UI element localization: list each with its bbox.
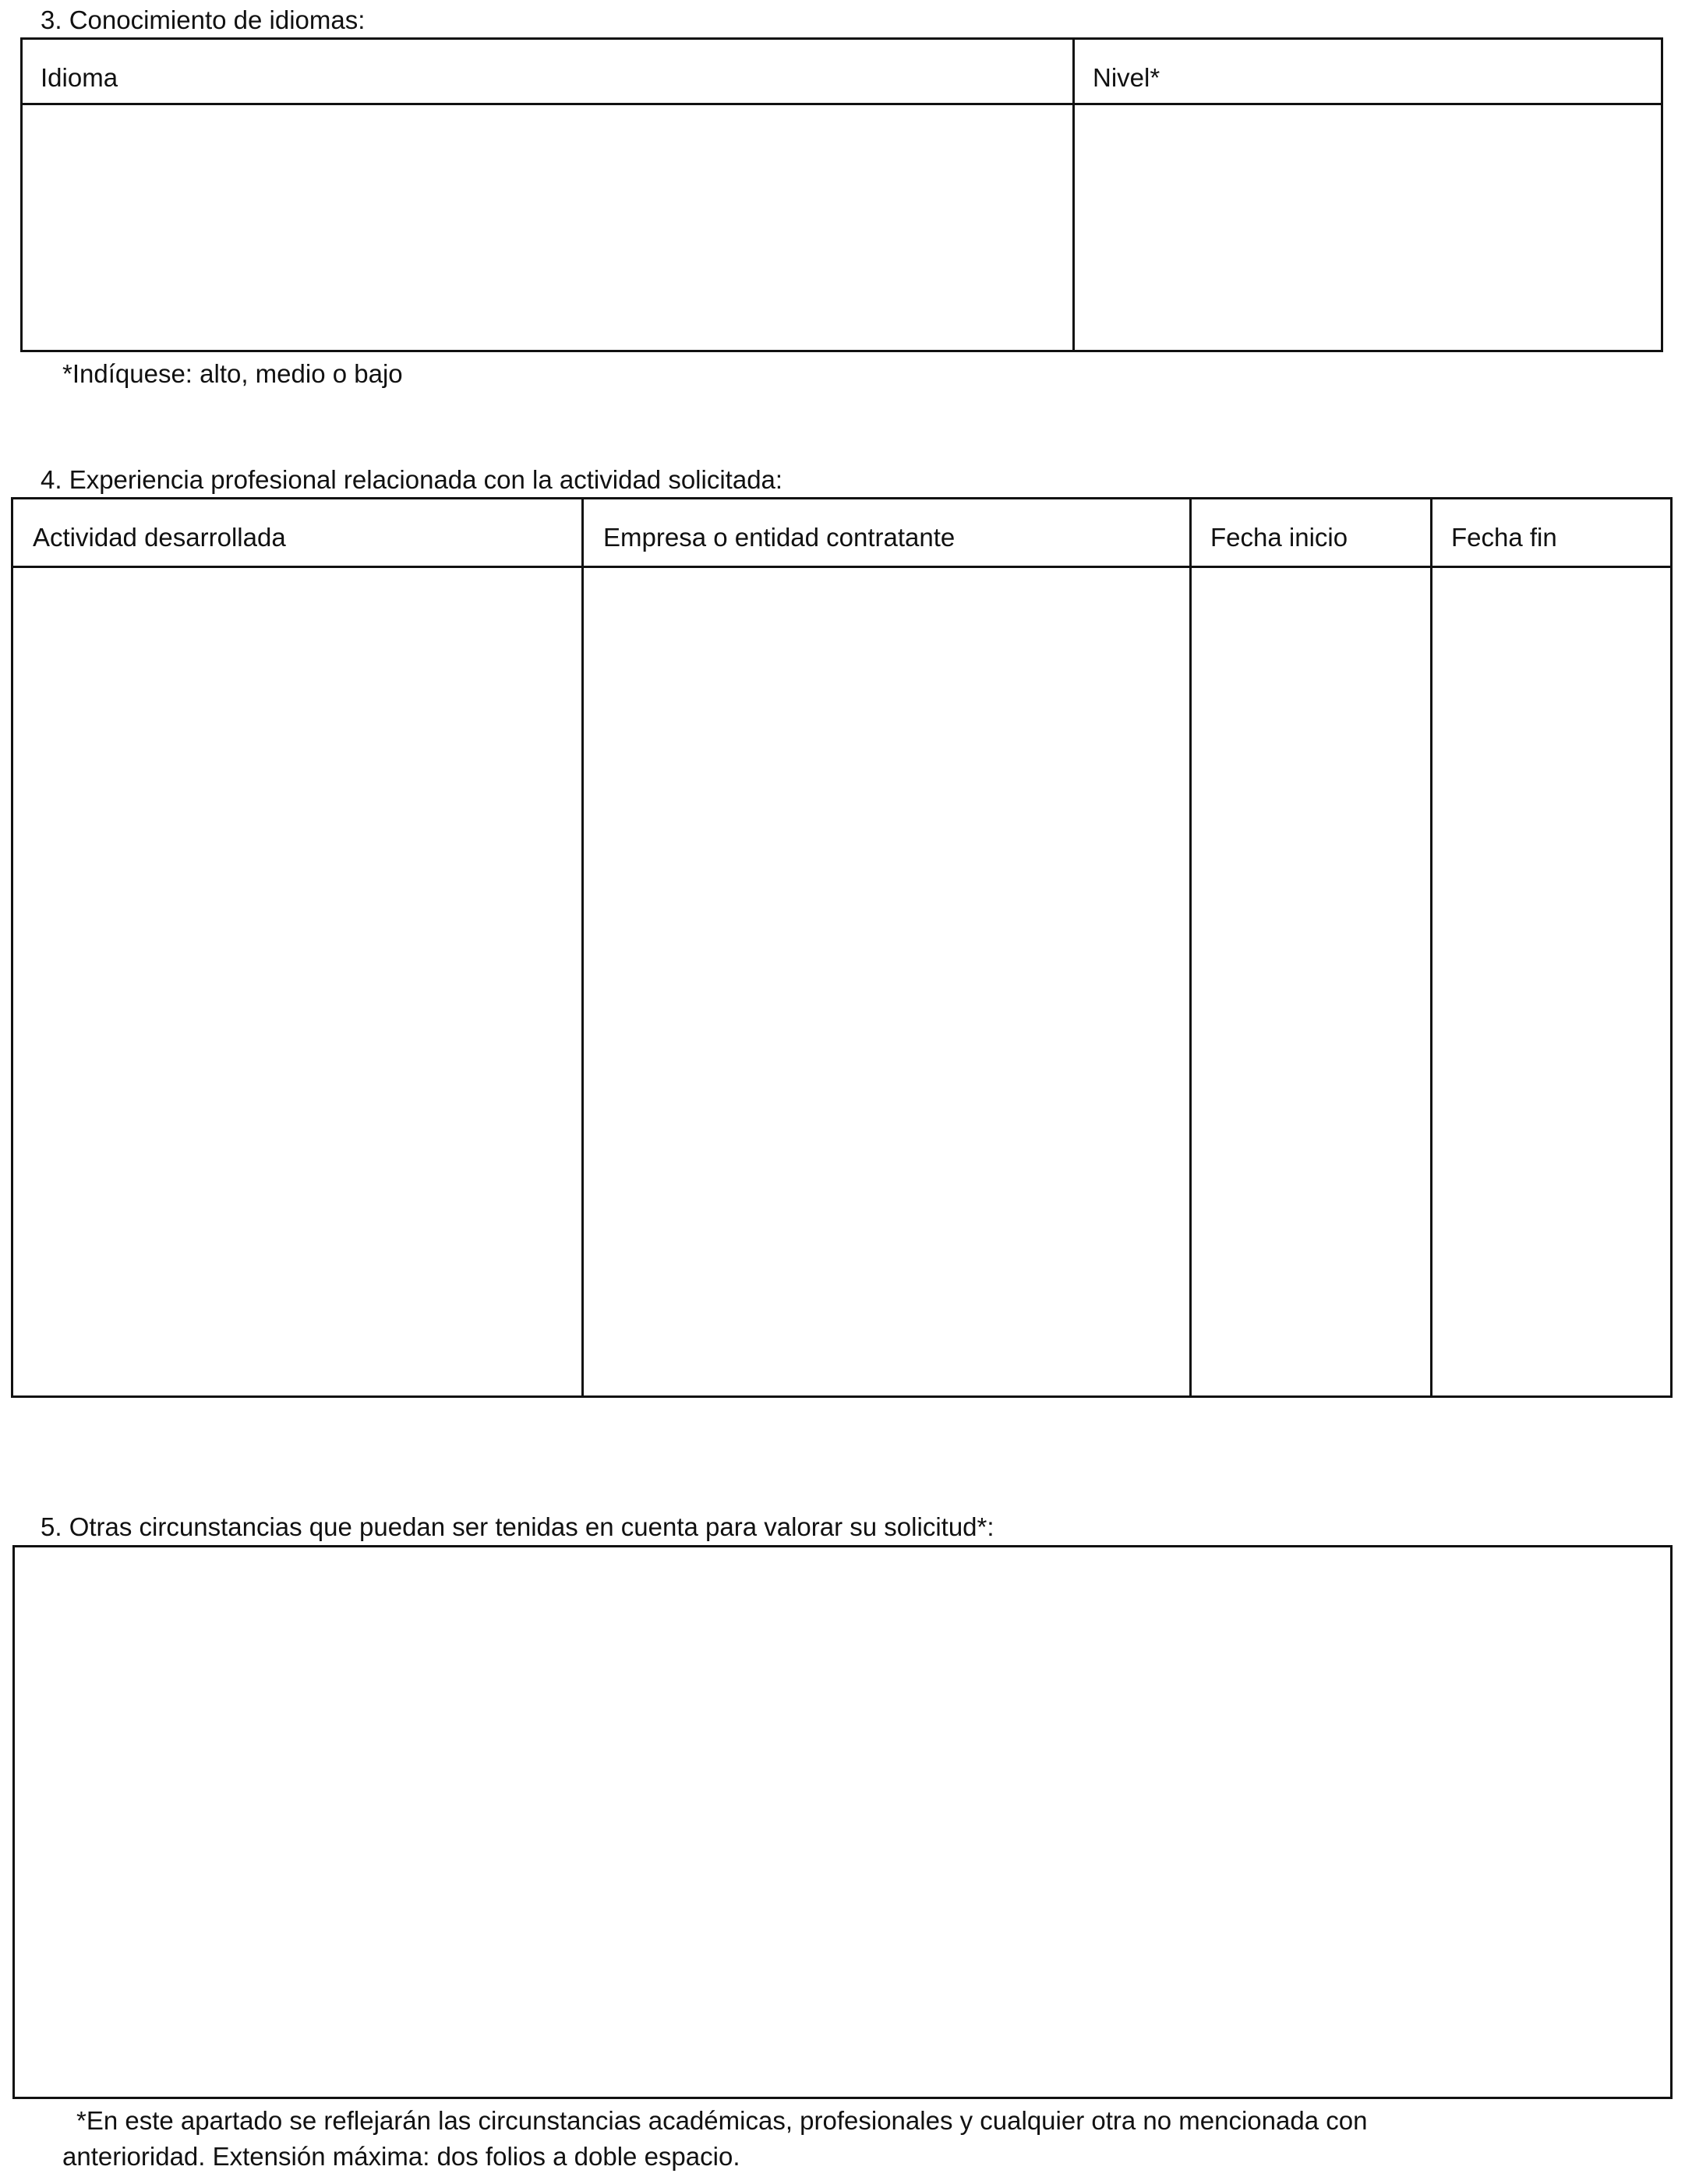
section-5-footnote-line-1: *En este apartado se reflejarán las circunstancias académicas, profesionales y cualquier otra no mencionada con <box>76 2106 1368 2135</box>
languages-idioma-field[interactable] <box>23 105 1072 350</box>
experience-header-fecha-inicio: Fecha inicio <box>1210 523 1348 552</box>
languages-header-nivel: Nivel* <box>1093 63 1160 92</box>
experience-header-actividad: Actividad desarrollada <box>33 523 286 552</box>
experience-fecha-inicio-field[interactable] <box>1192 568 1430 1395</box>
experience-empresa-field[interactable] <box>584 568 1189 1395</box>
experience-header-fecha-fin: Fecha fin <box>1451 523 1557 552</box>
languages-header-idioma: Idioma <box>41 63 118 92</box>
section-4-title: 4. Experiencia profesional relacionada con la actividad solicitada: <box>41 465 783 494</box>
languages-nivel-field[interactable] <box>1075 105 1661 350</box>
other-circumstances-box[interactable] <box>12 1545 1673 2099</box>
section-5-footnote-line-2: anterioridad. Extensión máxima: dos folios a doble espacio. <box>62 2142 740 2171</box>
experience-header-empresa: Empresa o entidad contratante <box>603 523 956 552</box>
section-3-title: 3. Conocimiento de idiomas: <box>41 5 366 34</box>
experience-actividad-field[interactable] <box>13 568 581 1395</box>
experience-fecha-fin-field[interactable] <box>1432 568 1670 1395</box>
section-5-title: 5. Otras circunstancias que puedan ser tenidas en cuenta para valorar su solicitud*: <box>41 1512 994 1541</box>
section-3-footnote: *Indíquese: alto, medio o bajo <box>62 359 403 388</box>
